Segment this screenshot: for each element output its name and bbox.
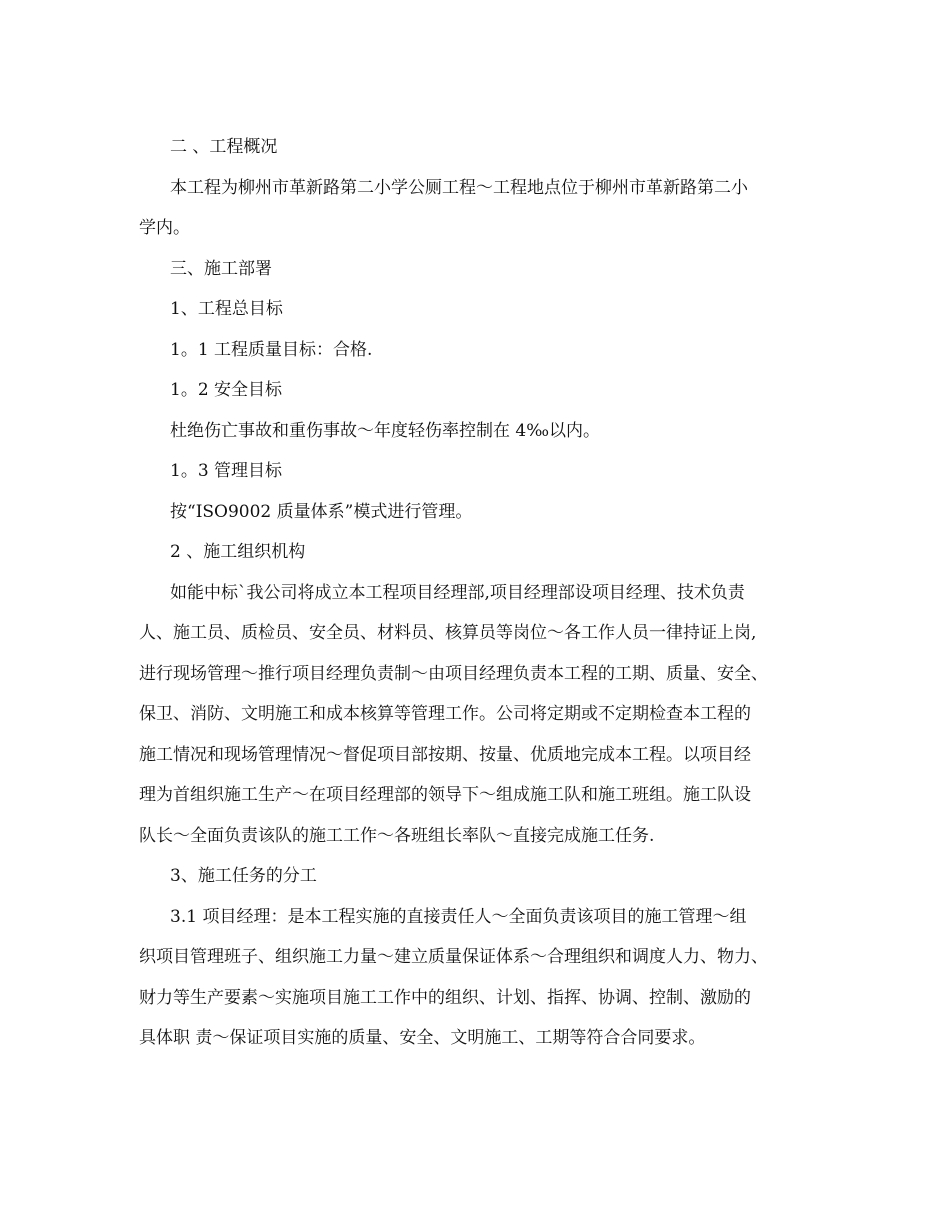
text-line: 财力等生产要素～实施项目施工工作中的组织、计划、指挥、协调、控制、激励的 [139, 987, 751, 1008]
text-line: 1。3 管理目标 [170, 461, 283, 481]
text-line: 本工程为柳州市革新路第二小学公厕工程～工程地点位于柳州市革新路第二小 [170, 177, 748, 198]
text-line: 织项目管理班子、组织施工力量～建立质量保证体系～合理组织和调度人力、物力、 [139, 947, 768, 967]
text-line: 3、施工任务的分工 [170, 866, 317, 886]
text-line: 学内。 [139, 218, 190, 238]
text-line: 杜绝伤亡事故和重伤事故～年度轻伤率控制在 4‰以内。 [170, 420, 601, 441]
text-line: 二 、工程概况 [170, 137, 278, 157]
text-line: 三、施工部署 [170, 258, 272, 279]
text-line: 1。2 安全目标 [170, 380, 283, 400]
text-line: 进行现场管理～推行项目经理负责制～由项目经理负责本工程的工期、质量、安全、 [139, 663, 768, 684]
text-line: 理为首组织施工生产～在项目经理部的领导下～组成施工队和施工班组。施工队设 [139, 785, 751, 805]
text-line: 按“ISO9002 质量体系”模式进行管理。 [170, 501, 473, 522]
text-line: 队长～全面负责该队的施工工作～各班组长率队～直接完成施工任务. [139, 825, 655, 846]
text-line: 施工情况和现场管理情况～督促项目部按期、按量、优质地完成本工程。以项目经 [139, 744, 751, 765]
text-line: 3.1 项目经理：是本工程实施的直接责任人～全面负责该项目的施工管理～组 [170, 906, 747, 927]
text-line: 人、施工员、质检员、安全员、材料员、核算员等岗位～各工作人员一律持证上岗, [139, 623, 757, 643]
text-line: 1。1 工程质量目标：合格. [170, 339, 373, 360]
text-line: 保卫、消防、文明施工和成本核算等管理工作。公司将定期或不定期检查本工程的 [139, 704, 751, 724]
text-line: 2 、施工组织机构 [170, 542, 306, 562]
text-line: 如能中标ˋ我公司将成立本工程项目经理部,项目经理部设项目经理、技术负责 [170, 582, 745, 603]
text-line: 具体职 责～保证项目实施的质量、安全、文明施工、工期等符合合同要求。 [139, 1028, 706, 1048]
text-line: 1、工程总目标 [170, 299, 283, 319]
document-body [139, 127, 829, 1059]
